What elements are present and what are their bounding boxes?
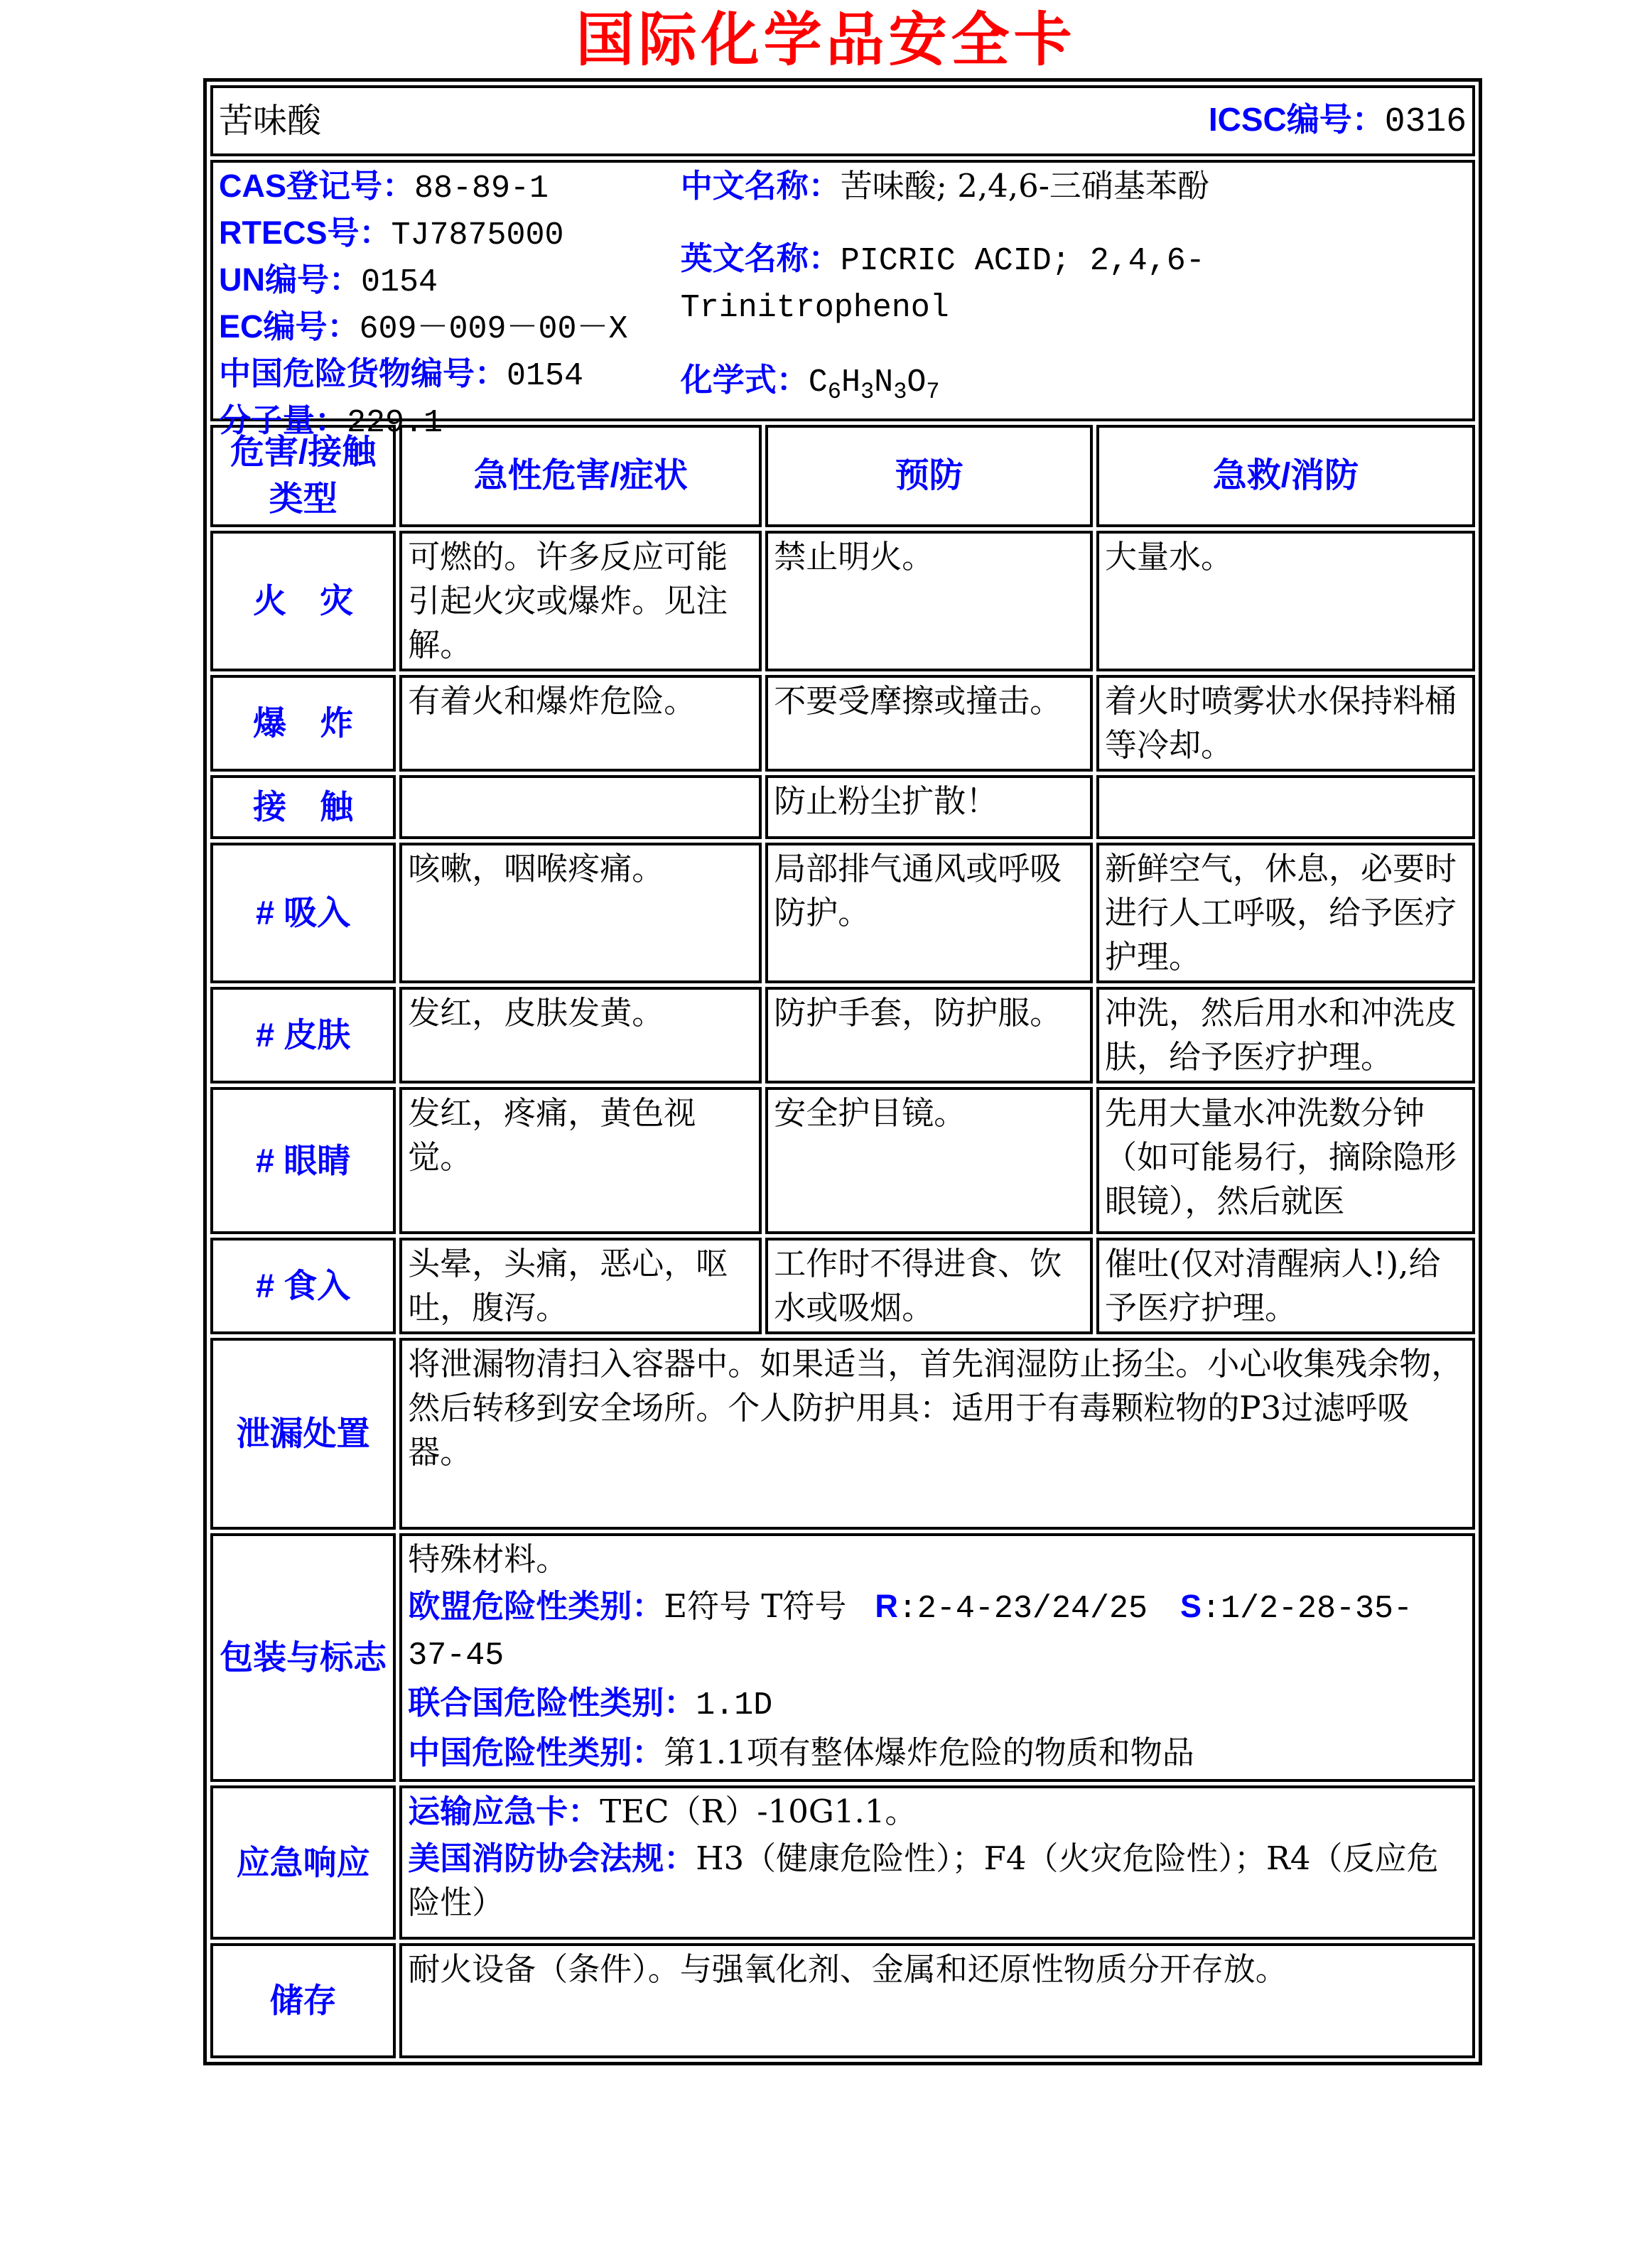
prevention-cell: 禁止明火。: [765, 531, 1093, 671]
hazard-row-fire: [210, 531, 1475, 671]
storage-text: 耐火设备（条件）。与强氧化剂、金属和还原性物质分开存放。: [408, 1950, 1287, 1988]
tec-value: TEC（R）-10G1.1。: [600, 1793, 917, 1830]
s-phrase-value: :1/2-28-35-37-45: [408, 1591, 1413, 1674]
page-title: 国际化学品安全卡: [576, 8, 1076, 72]
storage-section-label: 储存: [210, 1943, 396, 2058]
transport-emergency-card-line: [408, 1790, 1467, 1834]
chinese-name-line: [681, 164, 1467, 208]
chinese-name-label: 中文名称：: [680, 168, 841, 204]
formula-line: [681, 358, 1467, 414]
symptoms-cell: 发红，疼痛，黄色视觉。: [399, 1087, 762, 1234]
nfpa-label: 美国消防协会法规：: [408, 1840, 696, 1876]
icsc-number-block: [1209, 97, 1467, 144]
english-name-label: 英文名称：: [680, 239, 841, 276]
firstaid-cell: 先用大量水冲洗数分钟（如可能易行，摘除隐形眼镜），然后就医: [1096, 1087, 1475, 1234]
rtecs-number-line: [219, 211, 681, 258]
hazard-type-label: 火 灾: [210, 531, 396, 671]
un-value: 0154: [361, 264, 438, 301]
emergency-section-label: 应急响应: [210, 1785, 396, 1940]
icsc-number: 0316: [1384, 103, 1467, 141]
prevention-cell: 防护手套，防护服。: [765, 987, 1093, 1083]
ec-label: EC编号：: [219, 308, 360, 345]
hazard-header-firstaid: 急救/消防: [1096, 425, 1475, 527]
packaging-cn-class-line: [408, 1731, 1467, 1775]
china-dg-value: 0154: [507, 358, 584, 394]
identifiers-left-column: [219, 164, 681, 441]
card-header-bar: [219, 90, 1467, 152]
cas-number-line: [219, 164, 681, 211]
spill-section-content: [399, 1338, 1475, 1530]
firstaid-cell: [1096, 775, 1475, 839]
storage-section-content: [399, 1943, 1475, 2058]
tec-label: 运输应急卡：: [408, 1793, 600, 1829]
ec-value: 609－009－00－X: [359, 311, 628, 347]
english-name-value: PICRIC ACID; 2,4,6-Trinitrophenol: [680, 242, 1205, 326]
molecular-weight-value: 229.1: [347, 405, 443, 441]
molecular-weight-label: 分子量：: [219, 402, 347, 438]
safety-card-table: [203, 78, 1482, 2065]
china-dg-label: 中国危险货物编号：: [219, 355, 507, 391]
un-class-value: 1.1D: [696, 1687, 773, 1724]
prevention-cell: 局部排气通风或呼吸防护。: [765, 843, 1093, 983]
hazard-row-ingestion: [210, 1238, 1475, 1334]
emergency-section-content: [399, 1785, 1475, 1940]
s-phrase-label: S: [1179, 1588, 1202, 1624]
spill-section-label: 泄漏处置: [210, 1338, 396, 1530]
prevention-cell: 工作时不得进食、饮水或吸烟。: [765, 1238, 1093, 1334]
symptoms-cell: 咳嗽，咽喉疼痛。: [399, 843, 762, 983]
hazard-type-label: # 食入: [210, 1238, 396, 1334]
substance-name: 苦味酸: [219, 101, 322, 141]
un-label: UN编号：: [219, 261, 361, 298]
un-class-label: 联合国危险性类别：: [408, 1685, 696, 1721]
prevention-cell: 防止粉尘扩散！: [765, 775, 1093, 839]
identifiers-block: [219, 164, 1467, 441]
packaging-un-class-line: [408, 1681, 1467, 1728]
chinese-name-value: 苦味酸; 2,4,6-三硝基苯酚: [840, 167, 1209, 205]
emergency-section-row: [210, 1785, 1475, 1940]
firstaid-cell: 着火时喷雾状水保持料桶等冷却。: [1096, 675, 1475, 772]
r-phrase-value: :2-4-23/24/25: [897, 1591, 1148, 1627]
un-number-line: [219, 258, 681, 305]
packaging-section-content: [399, 1533, 1475, 1782]
rtecs-label: RTECS号：: [219, 215, 392, 251]
prevention-cell: 安全护目镜。: [765, 1087, 1093, 1234]
spill-text: 将泄漏物清扫入容器中。如果适当，首先润湿防止扬尘。小心收集残余物，然后转移到安全场所。个人防护用具：适用于有毒颗粒物的P3过滤呼吸器。: [408, 1345, 1464, 1471]
cas-label: CAS登记号：: [219, 168, 415, 204]
packaging-eu-class-line: [408, 1584, 1467, 1678]
nfpa-value: H3（健康危险性）；F4（火灾危险性）；R4（反应危险性）: [408, 1839, 1439, 1921]
card-header-cell: [210, 85, 1475, 156]
hazard-header-symptoms: 急性危害/症状: [399, 425, 762, 527]
cn-class-label: 中国危险性类别：: [408, 1734, 664, 1771]
firstaid-cell: 催吐(仅对清醒病人!),给予医疗护理。: [1096, 1238, 1475, 1334]
firstaid-cell: 大量水。: [1096, 531, 1475, 671]
hazard-header-type: 危害/接触类型: [210, 425, 396, 527]
storage-section-row: [210, 1943, 1475, 2058]
identifiers-cell: [210, 160, 1475, 441]
r-phrase-label: R: [875, 1588, 898, 1624]
nfpa-line: [408, 1837, 1467, 1925]
symptoms-cell: [399, 775, 762, 839]
hazard-row-exposure: [210, 775, 1475, 839]
cn-class-value: 第1.1项有整体爆炸危险的物质和物品: [664, 1734, 1194, 1771]
eu-class-symbols: E符号 T符号: [664, 1587, 847, 1625]
hazard-row-inhalation: [210, 843, 1475, 983]
cas-value: 88-89-1: [414, 171, 549, 207]
symptoms-cell: 头晕，头痛，恶心，呕吐，腹泻。: [399, 1238, 762, 1334]
firstaid-cell: 新鲜空气，休息，必要时进行人工呼吸，给予医疗护理。: [1096, 843, 1475, 983]
hazard-row-eyes: [210, 1087, 1475, 1234]
symptoms-cell: 有着火和爆炸危险。: [399, 675, 762, 772]
prevention-cell: 不要受摩擦或撞击。: [765, 675, 1093, 772]
hazard-type-label: # 皮肤: [210, 987, 396, 1083]
icsc-label: ICSC编号：: [1208, 101, 1385, 138]
packaging-section-label: 包装与标志: [210, 1533, 396, 1782]
formula-label: 化学式：: [680, 362, 809, 398]
china-dg-number-line: [219, 352, 681, 399]
english-name-line: [681, 237, 1467, 330]
packaging-special-material: 特殊材料。: [408, 1540, 568, 1578]
hazard-type-label: 接 触: [210, 775, 396, 839]
spill-section-row: [210, 1338, 1475, 1530]
firstaid-cell: 冲洗，然后用水和冲洗皮肤，给予医疗护理。: [1096, 987, 1475, 1083]
ec-number-line: [219, 305, 681, 352]
packaging-section-row: [210, 1533, 1475, 1782]
hazard-type-label: 爆 炸: [210, 675, 396, 772]
identifiers-row: [210, 160, 1475, 421]
symptoms-cell: 可燃的。许多反应可能引起火灾或爆炸。见注解。: [399, 531, 762, 671]
formula-value: $C_6H_3N_3O_7$: [808, 364, 940, 405]
symptoms-cell: 发红，皮肤发黄。: [399, 987, 762, 1083]
hazard-type-label: # 吸入: [210, 843, 396, 983]
hazard-header-prevention: 预防: [765, 425, 1093, 527]
card-header-row: [210, 85, 1475, 156]
hazard-type-label: # 眼睛: [210, 1087, 396, 1234]
hazard-row-explosion: [210, 675, 1475, 772]
hazard-row-skin: [210, 987, 1475, 1083]
identifiers-right-column: [681, 164, 1467, 414]
rtecs-value: TJ7875000: [391, 217, 564, 254]
eu-class-label: 欧盟危险性类别：: [408, 1588, 664, 1624]
